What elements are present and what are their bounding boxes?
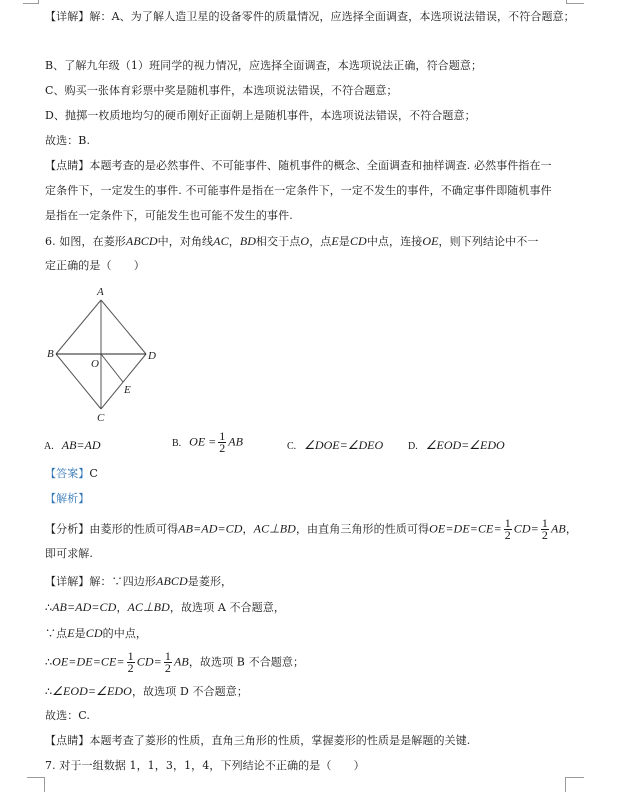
text: 中，对角线 [157,235,214,248]
comment-tag: 【点睛】 [45,734,90,747]
q5-option-b-analysis: B、了解九年级（1）班同学的视力情况，应选择全面调查，本选项说法正确，符合题意； [45,59,483,72]
vertex-label-a: A [97,286,104,298]
option-b [172,431,243,454]
vertex-label-c: C [97,412,105,423]
math: CD= [513,521,539,536]
corner-mark-bottom-left [27,777,45,792]
text: 的中点， [102,627,148,640]
denominator: 2 [504,528,511,542]
q5-comment-line-2: 定条件下，一定发生的事件. 不可能事件是指在一定条件下，一定不发生的事件，不确定事件即随机事件 [45,184,552,197]
corner-mark-top-right [566,0,584,4]
rhombus-diagram [40,283,170,423]
analysis-line-2: 即可求解. [45,547,93,560]
math: CD [85,626,103,640]
fraction [504,518,512,541]
numerator: 1 [164,649,171,663]
fraction [218,431,226,454]
math-cd: CD [349,234,367,248]
q6-stem-line-1 [45,234,538,249]
math-abcd: ABCD [125,234,158,248]
text: ， [228,235,240,248]
option-a [44,438,101,453]
fraction [541,518,549,541]
point-label-o: O [91,358,99,370]
fraction [127,651,135,674]
numerator: 1 [541,516,548,530]
text: ，由直角三角形的性质可得 [295,522,430,536]
answer-value: C [89,467,98,480]
detail-tag: 【详解】 [45,10,90,23]
q5-option-c-analysis: C、购买一张体育彩票中奖是随机事件，本选项说法错误，不符合题意； [45,84,398,97]
numerator: 1 [219,429,226,443]
q7-stem: 7. 对于一组数据 1，1，3，1，4，下列结论不正确的是（ ） [45,759,365,772]
text: ，故选项 D 不合题意； [131,685,248,698]
corner-mark-bottom-right [565,777,584,792]
text: 相交于点 [256,235,301,248]
math: ABCD [156,574,188,588]
math: CD= [136,654,162,669]
rhombus-figure [40,283,170,423]
option-expr-lhs: OE = [189,434,217,449]
analysis-line-1 [45,518,577,541]
option-c [287,438,383,453]
detail-line-1 [45,574,232,589]
text: ∵点 [45,627,68,640]
math: ∠EOD=∠EDO [52,684,132,698]
numerator: 1 [127,649,134,663]
denominator: 2 [164,661,171,675]
detail-line-3 [45,626,147,641]
text: ，则下列结论中不一 [438,235,539,248]
text: 由菱形的性质可得 [89,522,179,536]
option-expr: ∠DOE=∠DEO [304,438,384,452]
q5-comment-line-3: 是指在一定条件下，可能发生也可能不发生的事件. [45,209,293,222]
q5-option-d-analysis: D、抛掷一枚质地均匀的硬币刚好正面朝上是随机事件，本选项说法错误，不符合题意； [45,109,476,122]
text: 是菱形， [187,575,233,588]
option-label: A. [44,441,54,452]
vertex-label-b: B [47,348,54,360]
math: E [67,626,75,640]
text: ， [565,522,577,536]
fraction [164,651,172,674]
math: AB=AD=CD [178,521,243,536]
option-d [408,438,505,453]
text: 如图，在菱形 [59,235,126,248]
text: ， [242,522,254,536]
text: ，故选项 A 不合题意， [169,601,285,614]
q5-comment-line-1 [45,159,552,173]
math: OE=DE=CE= [52,654,125,669]
denominator: 2 [127,661,134,675]
numerator: 1 [504,516,511,530]
detail-line-2 [45,600,285,615]
math-e: E [331,234,339,248]
analysis-tag: 【解析】 [45,492,90,505]
comment-text: 本题考查了菱形的性质，直角三角形的性质，掌握菱形的性质是是解题的关键. [89,734,471,747]
math-o: O [300,234,310,248]
math: AB=AD=CD [52,600,117,614]
math: OE=DE=CE= [429,521,502,536]
detail-text: 解：A、为了解人造卫星的设备零件的质量情况，应选择全面调查，本选项说法错误，不符合题意； [89,10,575,23]
answer-tag: 【答案】 [45,467,90,480]
corner-mark-top-left [23,0,39,4]
therefore-symbol: ∴ [45,685,53,698]
denominator: 2 [541,528,548,542]
option-expr: AB=AD [61,438,101,452]
text: 是 [338,235,350,248]
q5-choice: 故选：B. [45,134,91,147]
detail-line-4 [45,651,304,674]
math-ac: AC [213,234,229,248]
therefore-symbol: ∴ [45,655,53,669]
detail-choice: 故选：C. [45,709,91,722]
text: 是 [74,627,86,640]
math: AC⊥BD [127,600,170,614]
q6-stem-line-2: 定正确的是（ ） [45,259,145,272]
option-label: B. [172,437,182,449]
analysis-sub-tag: 【分析】 [45,522,90,536]
math-oe: OE [422,234,439,248]
text: 解：∵四边形 [89,575,157,588]
option-expr: ∠EOD=∠EDO [425,438,505,452]
text: 中点，连接 [366,235,423,248]
answer-line [45,467,98,481]
comment-text: 本题考查的是必然事件、不可能事件、随机事件的概念、全面调查和抽样调查. 必然事件指在一 [89,159,552,172]
detail-tag: 【详解】 [45,575,90,588]
vertex-label-d: D [148,350,156,362]
math: AB [550,521,566,536]
therefore-symbol: ∴ [45,601,53,614]
math-bd: BD [239,234,257,248]
math: AC⊥BD [253,521,296,536]
q5-detail-line [45,10,575,24]
comment-line [45,734,470,748]
question-number: 6. [45,235,56,248]
option-label: C. [287,441,297,452]
math: AB [173,654,189,669]
option-expr-rhs: AB [228,434,243,449]
text: ，点 [309,235,332,248]
comment-tag: 【点睛】 [45,159,90,172]
denominator: 2 [219,441,226,455]
text: ，故选项 B 不合题意； [188,655,305,669]
option-label: D. [408,441,418,452]
point-label-e: E [124,384,131,396]
text: ， [116,601,128,614]
detail-line-5 [45,684,248,699]
